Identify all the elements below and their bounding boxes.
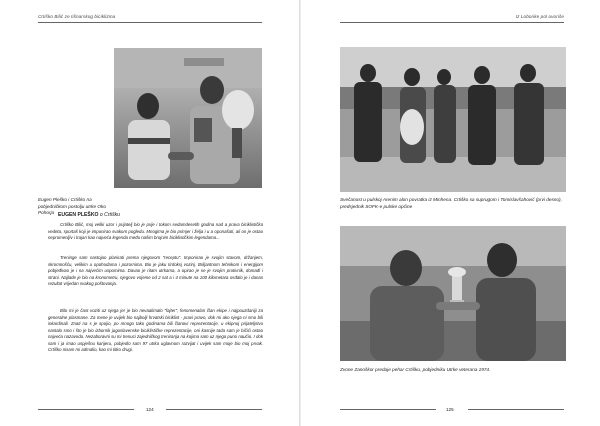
right-page-number: 125 xyxy=(446,407,454,412)
trophy-photo-caption: Zvone Zanoškor predaje pehar Crtišku, pobjedniku Utrke veterana 1974. xyxy=(340,367,491,372)
arena-photo xyxy=(340,47,566,192)
podium-photo-caption: Eugen Pleško i Crtiško na pobjedničkom postolju utrke Oko Pohorja xyxy=(38,197,107,216)
right-page xyxy=(300,0,600,426)
left-footer-rule-right xyxy=(166,409,262,410)
article-subtitle: o Crtišku xyxy=(99,212,121,218)
article-paragraph-1 xyxy=(48,222,263,242)
left-running-head: Crtiško Bilić ze tišnarskog biciklizma xyxy=(38,14,116,19)
paragraph-text: Treninge sam nastojao planirati prema njegovom "receptu". Imponirao je svojim stavom, držanjem, skromnošću, velikim u opohodama i pozornima. Bio je jaku tirdoksj vozinj. Briljantnom tehnikom i energijom pobjeđivao je i na najvećim uspomima. Davao je ritam utrkama, a opirao je se je svojim protivnik, domađi i strani. Najlade je bio na kronometru, njegovo vrijeme od 2 sat a i 4 minute na 100 kilometara osđalo je i danas rezultat vrijedan svakog poštovanja. xyxy=(48,255,263,287)
podium-photo xyxy=(114,48,262,188)
arena-photo-caption: Svečanost u pulskoj Arenim alon povratka iz Minhena. Crtiško sa suprugom i Tomislavšahović (prvi desno), predsjednik SOFK-e pulske općine xyxy=(340,197,562,209)
article-paragraph-2 xyxy=(48,255,263,288)
left-header-rule xyxy=(38,22,262,23)
trophy-photo xyxy=(340,226,566,361)
right-header-rule xyxy=(340,22,564,23)
arena-photo-image xyxy=(340,47,566,192)
paragraph-text: Crtiško Bilić, moj veliki uzor i prijatelj bio je prije i tokom sedamdesetih godina nad a prava biciklistička vedeta, sportaš koji je imponirao svakom pogledu. Mnogima je bio primjer i želja i u a oponašati, ali on je ostao nepromenljiv i trajan kao najveća legenda među našim brojnim biciklističkim legendama... xyxy=(48,222,263,241)
article-heading xyxy=(58,212,120,218)
left-page-number: 124 xyxy=(146,407,154,412)
paragraph-text: Bilo mi je čast voziti uz njega jer je bio nevaalimalo "fajter", fenomenalan član ekipe i najpouzdaniji za generalne plasmane. Za mene je uvijek bio najbolji hrvatski biciklist - pravi pravo, dok mi ako njega ni smo bili inkardinali. Znati na s je spojio, po mnogo tako godinama bili članovi reprezentacije, u ekipnoj prijateljstvo nastalo smo i što je bio izbornik jugoslavenske biciklističke reprezentacije, oni kasnije tada sam je bičići ostao najveća nazavoda. Nezaboravni su mi trenuci zajedničkog treniranja na kojima sam uz njega puno naučio. I dok sam i ja imao uspješnu karijeru, pobjedio sam 97 utrka uglavnom razvijat i uvijek sam moje bio moj prvak. Crtiško nisam mi admalio, kao mi titko drugi. xyxy=(48,308,263,353)
trophy-photo-image xyxy=(340,226,566,361)
article-title: EUGEN PLEŠKO xyxy=(58,212,99,218)
podium-photo-image xyxy=(114,48,262,188)
right-running-head: Iz Loborike pol ovoriše xyxy=(515,14,564,19)
right-footer-rule-left xyxy=(340,409,436,410)
left-footer-rule-left xyxy=(38,409,134,410)
right-footer-rule-right xyxy=(468,409,564,410)
article-paragraph-3 xyxy=(48,308,263,354)
